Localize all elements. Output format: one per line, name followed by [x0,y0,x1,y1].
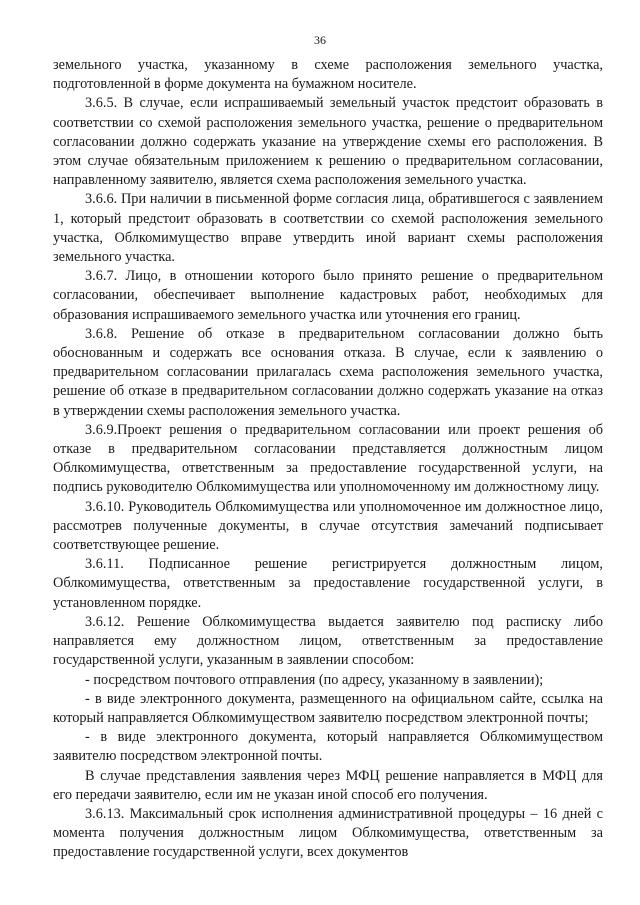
paragraph-3-6-8: 3.6.8. Решение об отказе в предварительном согласовании должно быть обоснованным и содержать все основания отказа. В случае, если к заявлению о предварительном согласовании прилагалась схема расположения земельного участка, решение об отказе в предварительном согласовании должно содержать указание на отказ в утверждении схемы расположения земельного участка. [53,325,603,419]
paragraph-3-6-9: 3.6.9.Проект решения о предварительном согласовании или проект решения об отказе в предварительном согласовании представляется должностным лицом Облкомимущества, ответственным за предоставление государственной услуги, на подпись руководителю Облкомимущества или уполномоченному им должностному лицу. [53,421,603,496]
paragraph-3-6-10: 3.6.10. Руководитель Облкомимущества или уполномоченное им должностное лицо, рассмотрев полученные документы, в случае отсутствия замечаний подписывает соответствующее решение. [53,498,603,554]
paragraph-continuation: земельного участка, указанному в схеме расположения земельного участка, подготовленной в форме документа на бумажном носителе. [53,57,603,93]
list-item-website-link: - в виде электронного документа, размещенного на официальном сайте, ссылка на который направляется Облкомимуществом заявителю посредством электронной почты; [53,690,603,726]
document-body [53,56,603,863]
paragraph-3-6-5: 3.6.5. В случае, если испрашиваемый земельный участок предстоит образовать в соответствии со схемой расположения земельного участка, решение о предварительном согласовании должно содержать указание на утверждение схемы его расположения. В этом случае обязательным приложением к решению о предварительном согласовании, направленному заявителю, является схема расположения земельного участка. [53,95,603,189]
list-item-postal: - посредством почтового отправления (по адресу, указанному в заявлении); [85,671,544,688]
paragraph-3-6-7: 3.6.7. Лицо, в отношении которого было принято решение о предварительном согласовании, обеспечивает выполнение кадастровых работ, необходимых для образования испрашиваемого земельного участка или уточнения его границ. [53,268,603,323]
list-item-email: - в виде электронного документа, который направляется Облкомимуществом заявителю посредством электронной почты. [53,729,603,765]
paragraph-mfc: В случае представления заявления через МФЦ решение направляется в МФЦ для его передачи заявителю, если им не указан иной способ его получения. [53,767,603,803]
paragraph-3-6-11: 3.6.11. Подписанное решение регистрируется должностным лицом, Облкомимущества, ответственным за предоставление государственной услуги, в установленном порядке. [53,556,603,611]
paragraph-3-6-12: 3.6.12. Решение Облкомимущества выдается заявителю под расписку либо направляется ему должностном лицом, ответственным за предоставление государственной услуги, указанным в заявлении способом: [53,613,603,669]
page-number: 36 [314,33,326,47]
paragraph-3-6-13: 3.6.13. Максимальный срок исполнения административной процедуры – 16 дней с момента получения должностным лицом Облкомимущества, ответственным за предоставление государственной услуги, всех документов [53,805,603,861]
paragraph-3-6-6: 3.6.6. При наличии в письменной форме согласия лица, обратившегося с заявлением 1, который предстоит образовать в соответствии со схемой расположения земельного участка, Облкомимущество вправе утвердить иной вариант схемы расположения земельного участка. [53,191,603,266]
